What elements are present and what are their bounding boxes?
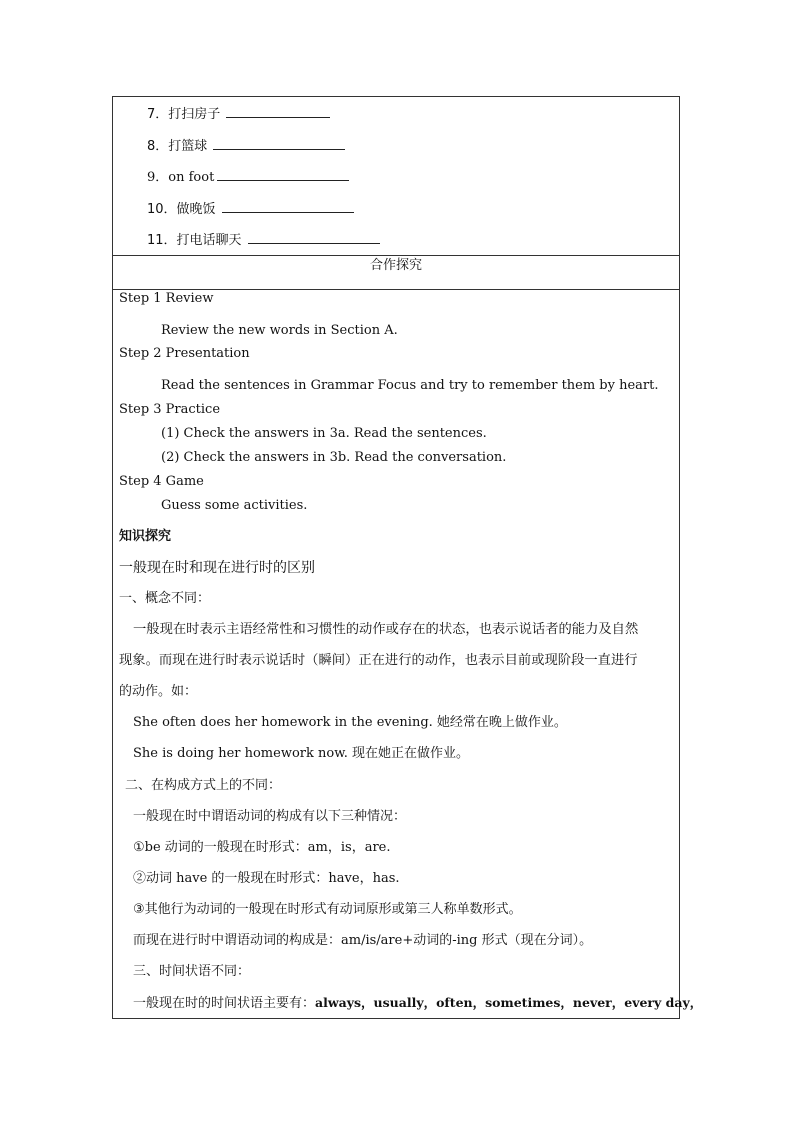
vocab-item-8: 8．打篮球 (147, 137, 345, 155)
part2-item-3: ③其他行为动词的一般现在时形式有动词原形或第三人称单数形式。 (133, 902, 522, 917)
row-divider (113, 255, 679, 256)
answer-blank[interactable] (226, 105, 330, 118)
example-1: She often does her homework in the evening. 她经常在晚上做作业。 (133, 715, 567, 730)
part1-para-line-3: 的动作。如： (119, 684, 198, 699)
part2-item-2: ②动词 have 的一般现在时形式：have，has. (133, 871, 400, 886)
step-2-line: Read the sentences in Grammar Focus and try to remember them by heart. (161, 378, 659, 393)
step-1-line: Review the new words in Section A. (161, 323, 398, 338)
part2-progressive: 而现在进行时中谓语动词的构成是：am/is/are+动词的-ing 形式（现在分词）。 (133, 933, 593, 948)
part2-title: 二、在构成方式上的不同： (125, 778, 282, 793)
answer-blank[interactable] (213, 137, 345, 150)
step-4-line: Guess some activities. (161, 498, 308, 513)
vocab-item-10: 10．做晚饭 (147, 200, 354, 218)
step-3-line-2: (2) Check the answers in 3b. Read the conversation. (161, 450, 507, 465)
example-2: She is doing her homework now. 现在她正在做作业。 (133, 746, 470, 761)
section-title: 合作探究 (369, 258, 422, 273)
step-2-title: Step 2 Presentation (119, 346, 250, 361)
vocab-item-11: 11．打电话聊天 (147, 231, 380, 249)
answer-blank[interactable] (248, 231, 380, 244)
part1-para-line-2: 现象。而现在进行时表示说话时（瞬间）正在进行的动作，也表示目前或现阶段一直进行 (119, 653, 638, 668)
answer-blank[interactable] (222, 200, 354, 213)
part2-intro: 一般现在时中谓语动词的构成有以下三种情况： (133, 809, 407, 824)
step-1-title: Step 1 Review (119, 291, 214, 306)
row-divider (113, 289, 679, 290)
step-4-title: Step 4 Game (119, 474, 204, 489)
part1-title: 一、概念不同： (119, 591, 211, 606)
answer-blank[interactable] (217, 168, 349, 181)
vocab-item-9: 9．on foot (147, 168, 349, 186)
vocab-item-7: 7．打扫房子 (147, 105, 330, 123)
part1-para-line-1: 一般现在时表示主语经常性和习惯性的动作或存在的状态，也表示说话者的能力及自然 (133, 622, 639, 637)
part2-item-1: ①be 动词的一般现在时形式：am，is，are. (133, 840, 391, 855)
step-3-line-1: (1) Check the answers in 3a. Read the sentences. (161, 426, 487, 441)
part3-title: 三、时间状语不同： (133, 964, 251, 979)
knowledge-subtitle: 一般现在时和现在进行时的区别 (119, 560, 315, 576)
knowledge-heading: 知识探究 (119, 529, 172, 544)
document-table (112, 96, 703, 1019)
part3-line (133, 995, 702, 1012)
part3-line-words: always，usually，often，sometimes，never，every day， (315, 995, 703, 1010)
step-3-title: Step 3 Practice (119, 402, 221, 417)
part3-line-lead: 一般现在时的时间状语主要有： (133, 996, 316, 1011)
